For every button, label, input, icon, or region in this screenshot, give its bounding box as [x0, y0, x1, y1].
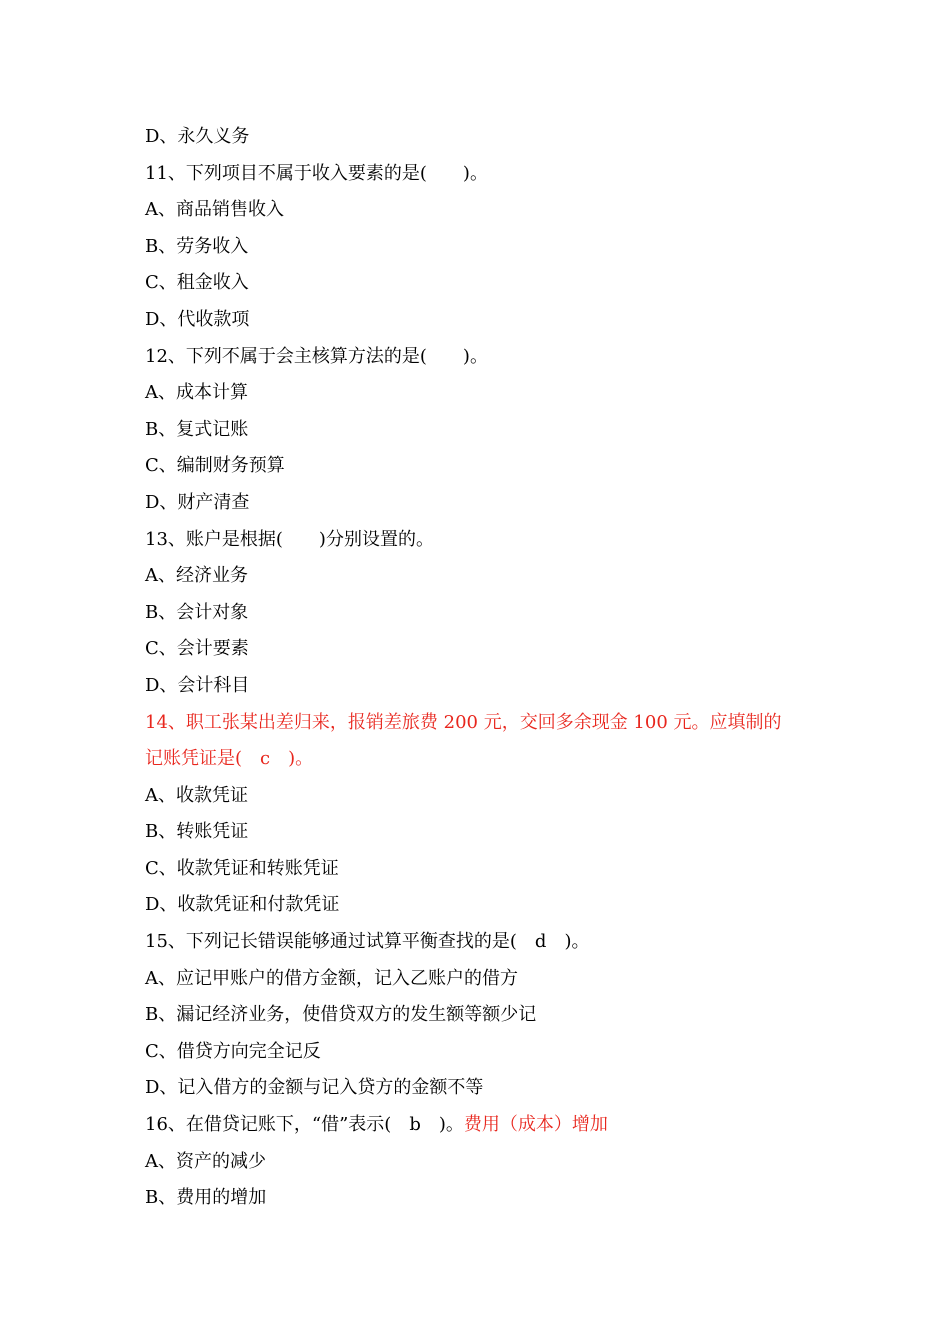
option-line: A、商品销售收入 [145, 199, 284, 221]
option-line: C、租金收入 [145, 272, 249, 294]
option-line: D、记入借方的金额与记入贷方的金额不等 [145, 1077, 484, 1099]
option-line: B、劳务收入 [145, 235, 249, 257]
option-line: D、收款凭证和付款凭证 [145, 894, 340, 916]
option-line: C、借贷方向完全记反 [145, 1040, 321, 1062]
option-line: C、编制财务预算 [145, 455, 285, 477]
option-line: B、费用的增加 [145, 1187, 267, 1209]
option-line: B、会计对象 [145, 601, 249, 623]
question-16-text: 16、在借贷记账下，“借”表示( b )。 [145, 1114, 464, 1136]
option-line: A、成本计算 [145, 382, 248, 404]
question-16-note: 费用（成本）增加 [463, 1114, 608, 1136]
question-16 [145, 1107, 815, 1144]
option-line: A、资产的减少 [145, 1150, 266, 1172]
question-13: 13、账户是根据( )分别设置的。 [145, 528, 434, 550]
option-line: D、会计科目 [145, 674, 250, 696]
option-line: D、财产清查 [145, 491, 250, 513]
question-14-line-1: 14、职工张某出差归来，报销差旅费 200 元，交回多余现金 100 元。应填制的 [145, 711, 782, 733]
option-line: A、应记甲账户的借方金额，记入乙账户的借方 [145, 967, 518, 989]
text-line: D、永久义务 [145, 126, 250, 147]
document-body [145, 119, 815, 1217]
option-line: C、收款凭证和转账凭证 [145, 857, 339, 879]
option-line: D、代收款项 [145, 308, 250, 330]
question-12: 12、下列不属于会主核算方法的是( )。 [145, 345, 488, 367]
option-line: C、会计要素 [145, 638, 249, 660]
option-line: B、漏记经济业务，使借贷双方的发生额等额少记 [145, 1004, 537, 1026]
question-14-line-2: 记账凭证是( c )。 [145, 748, 314, 770]
option-line: A、经济业务 [145, 565, 248, 587]
option-line: B、转账凭证 [145, 821, 249, 843]
option-line: A、收款凭证 [145, 784, 248, 806]
question-11: 11、下列项目不属于收入要素的是( )。 [145, 162, 488, 184]
option-line: B、复式记账 [145, 418, 249, 440]
question-15: 15、下列记长错误能够通过试算平衡查找的是( d )。 [145, 931, 590, 953]
